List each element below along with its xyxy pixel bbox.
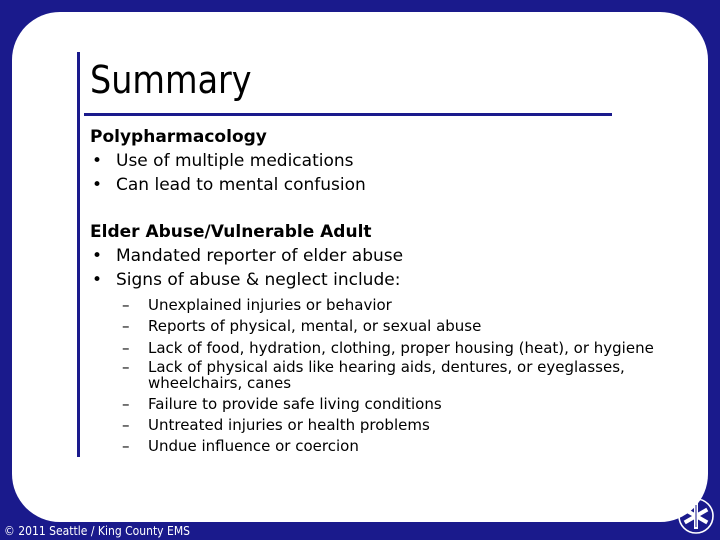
sub-bullet-item: – Reports of physical, mental, or sexual abuse	[122, 317, 482, 335]
bullet-item: • Signs of abuse & neglect include:	[92, 270, 401, 290]
dash-icon: –	[122, 317, 130, 335]
slide-content	[90, 125, 690, 457]
title-underline	[84, 113, 612, 116]
dash-icon: –	[122, 339, 130, 357]
bullet-item: • Mandated reporter of elder abuse	[92, 246, 404, 266]
section-heading-elder-abuse: Elder Abuse/Vulnerable Adult	[90, 222, 372, 242]
abuse-signs-sub-list	[122, 295, 690, 457]
bullet-item: • Use of multiple medications	[92, 151, 354, 171]
bullet-icon: •	[92, 246, 103, 266]
section-spacer	[90, 197, 690, 220]
vertical-rule	[77, 52, 80, 457]
sub-bullet-item: – Unexplained injuries or behavior	[122, 296, 392, 314]
bullet-icon: •	[92, 151, 103, 171]
bullet-item: • Can lead to mental confusion	[92, 175, 366, 195]
sub-bullet-item: – Lack of physical aids like hearing aids, dentures, or eyeglasses, wheelchairs, canes	[122, 358, 625, 392]
dash-icon: –	[122, 416, 130, 434]
polypharmacology-bullet-list	[90, 149, 690, 197]
sub-bullet-item: – Failure to provide safe living conditions	[122, 395, 442, 413]
slide-title: Summary	[90, 58, 252, 102]
copyright-footer: © 2011 Seattle / King County EMS	[4, 524, 191, 538]
dash-icon: –	[122, 296, 130, 314]
bullet-icon: •	[92, 270, 103, 290]
dash-icon: –	[122, 395, 130, 413]
section-heading-polypharmacology: Polypharmacology	[90, 127, 267, 147]
dash-icon: –	[122, 358, 130, 376]
sub-bullet-item: – Undue influence or coercion	[122, 437, 359, 455]
dash-icon: –	[122, 437, 130, 455]
sub-bullet-item: – Lack of food, hydration, clothing, proper housing (heat), or hygiene	[122, 339, 654, 357]
ems-star-of-life-logo-icon	[676, 496, 716, 536]
elder-abuse-bullet-list	[90, 244, 690, 292]
bullet-icon: •	[92, 175, 103, 195]
sub-bullet-item: – Untreated injuries or health problems	[122, 416, 430, 434]
